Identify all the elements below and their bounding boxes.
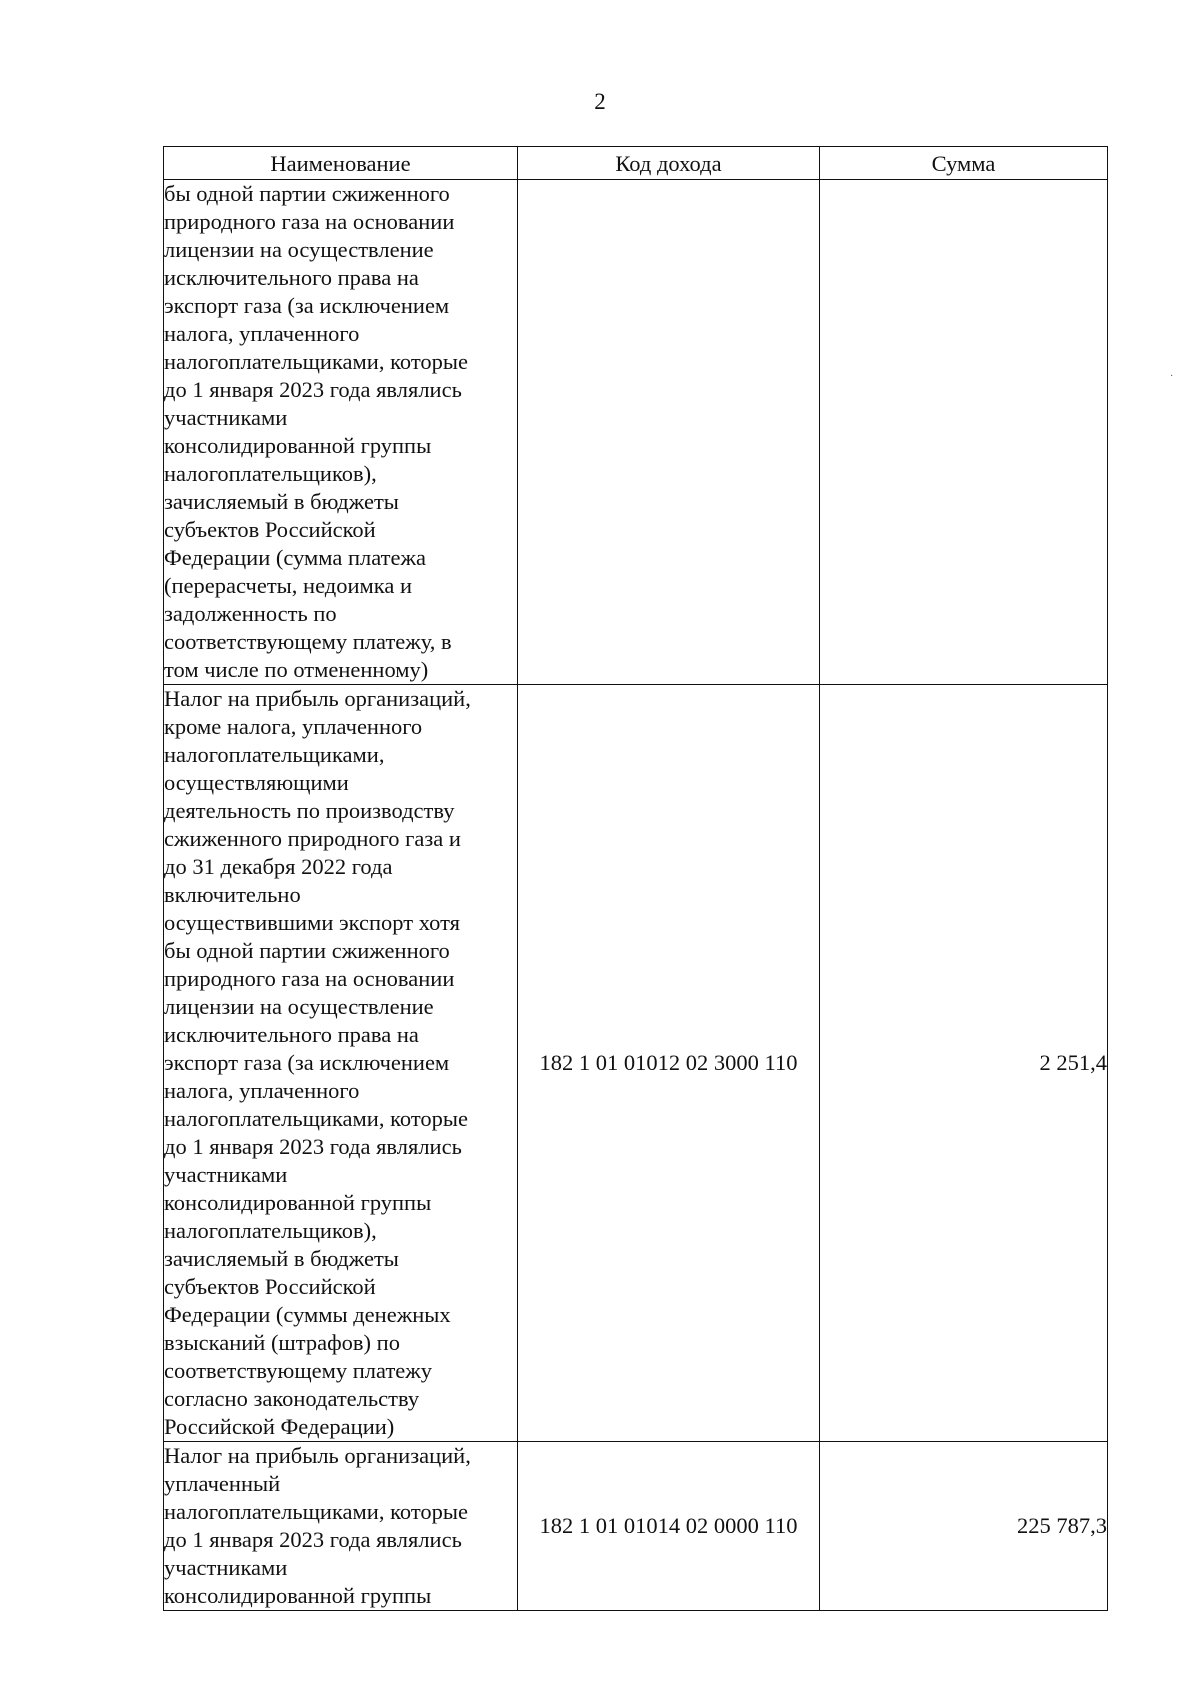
column-header-code: Код дохода	[518, 147, 820, 180]
row-code-cell: 182 1 01 01012 02 3000 110	[518, 685, 820, 1442]
column-header-sum: Сумма	[820, 147, 1108, 180]
page-number: 2	[594, 89, 606, 114]
column-header-name: Наименование	[164, 147, 518, 180]
scan-speck: ·	[1170, 371, 1174, 382]
revenue-table	[163, 146, 1108, 1611]
table-row	[164, 180, 1108, 685]
row-name-cell: Налог на прибыль организаций, кроме налога, уплаченного налогоплательщиками, осуществляющими деятельность по производству сжиженного природного газа и до 31 декабря 2022 года включительно осуществившими экспорт хотя бы одной партии сжиженного природного газа на основании лицензии на осуществление исключительного права на экспорт газа (за исключением налога, уплаченного налогоплательщиками, которые до 1 января 2023 года являлись участниками консолидированной группы налогоплательщиков), зачисляемый в бюджеты субъектов Российской Федерации (суммы денежных взысканий (штрафов) по соответствующему платежу согласно законодательству Российской Федерации)	[164, 685, 518, 1442]
row-code-cell	[518, 180, 820, 685]
row-sum-cell: 225 787,3	[820, 1442, 1108, 1611]
table-header-row	[164, 147, 1108, 180]
table-row	[164, 1442, 1108, 1611]
row-name-cell: бы одной партии сжиженного природного газа на основании лицензии на осуществление исключительного права на экспорт газа (за исключением налога, уплаченного налогоплательщиками, которые до 1 января 2023 года являлись участниками консолидированной группы налогоплательщиков), зачисляемый в бюджеты субъектов Российской Федерации (сумма платежа (перерасчеты, недоимка и задолженность по соответствующему платежу, в том числе по отмененному)	[164, 180, 518, 685]
table-row	[164, 685, 1108, 1442]
row-code-cell: 182 1 01 01014 02 0000 110	[518, 1442, 820, 1611]
row-name-cell: Налог на прибыль организаций, уплаченный налогоплательщиками, которые до 1 января 2023 года являлись участниками консолидированной группы	[164, 1442, 518, 1611]
row-sum-cell	[820, 180, 1108, 685]
row-sum-cell: 2 251,4	[820, 685, 1108, 1442]
